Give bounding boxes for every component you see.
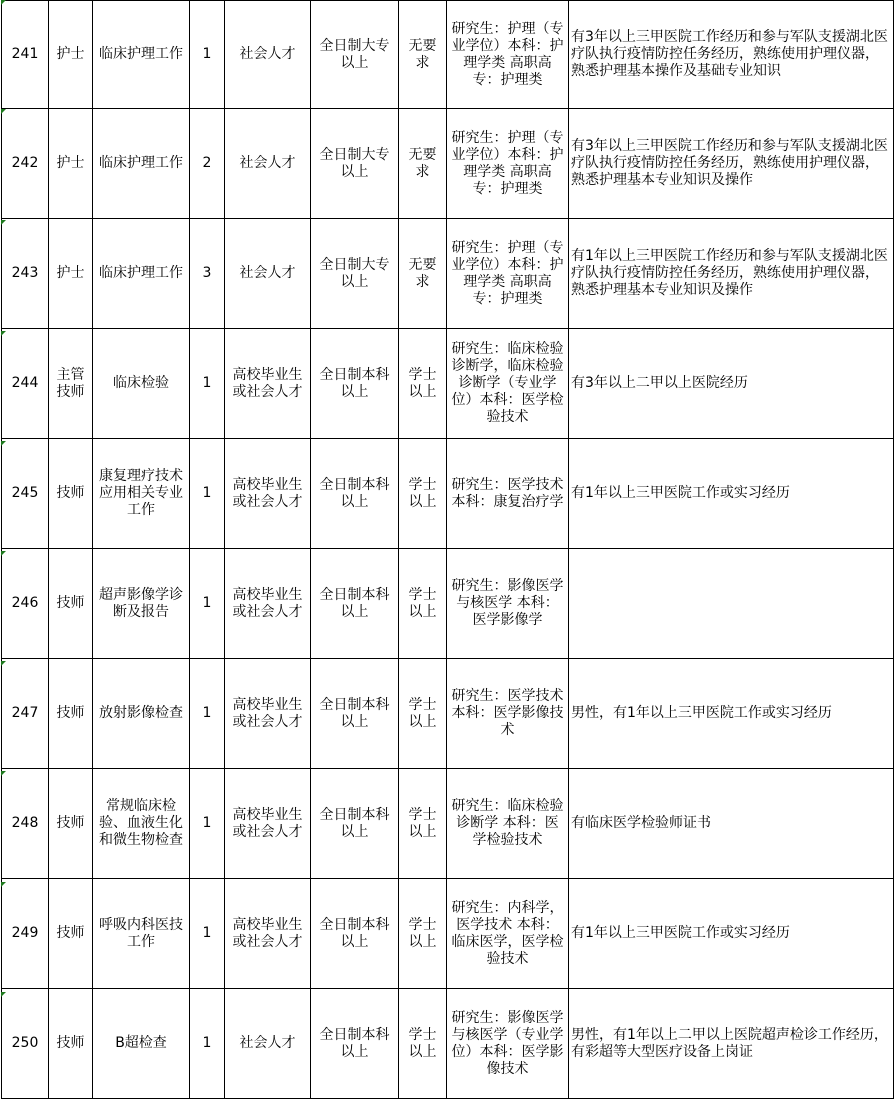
cell-major: 研究生：影像医学与核医学 本科：医学影像学 <box>447 549 569 659</box>
cell-count: 2 <box>190 109 225 219</box>
cell-count: 1 <box>190 329 225 439</box>
cell-degree: 学士以上 <box>399 769 447 879</box>
table-row <box>2 879 894 989</box>
cell-id: 245 <box>2 439 49 549</box>
cell-count: 1 <box>190 879 225 989</box>
row-marker <box>1 882 6 887</box>
cell-other: 男性，有1年以上二甲以上医院超声检诊工作经历，有彩超等大型医疗设备上岗证 <box>569 989 894 1099</box>
cell-source: 社会人才 <box>225 109 311 219</box>
cell-major: 研究生：影像医学与核医学（专业学位）本科：医学影像技术 <box>447 989 569 1099</box>
row-marker <box>1 992 6 997</box>
row-marker <box>1 0 6 5</box>
cell-post: 技师 <box>49 989 93 1099</box>
table-row <box>2 439 894 549</box>
cell-post: 技师 <box>49 769 93 879</box>
cell-position: 超声影像学诊断及报告 <box>93 549 190 659</box>
cell-education: 全日制本科以上 <box>311 989 399 1099</box>
cell-education: 全日制本科以上 <box>311 659 399 769</box>
cell-post: 技师 <box>49 659 93 769</box>
row-marker <box>1 771 6 776</box>
cell-post: 护士 <box>49 1 93 109</box>
cell-count: 3 <box>190 219 225 329</box>
row-marker <box>1 661 6 666</box>
cell-degree: 学士以上 <box>399 439 447 549</box>
cell-id: 250 <box>2 989 49 1099</box>
cell-position: 临床护理工作 <box>93 219 190 329</box>
cell-degree: 无要求 <box>399 219 447 329</box>
cell-major: 研究生：临床检验诊断学 本科：医学检验技术 <box>447 769 569 879</box>
cell-id: 244 <box>2 329 49 439</box>
cell-count: 1 <box>190 989 225 1099</box>
cell-education: 全日制本科以上 <box>311 769 399 879</box>
cell-other: 有1年以上三甲医院工作或实习经历 <box>569 879 894 989</box>
cell-other: 有1年以上三甲医院工作或实习经历 <box>569 439 894 549</box>
cell-other: 有1年以上三甲医院工作经历和参与军队支援湖北医疗队执行疫情防控任务经历，熟练使用护理仪器，熟悉护理基本专业知识及操作 <box>569 219 894 329</box>
cell-degree: 无要求 <box>399 1 447 109</box>
cell-source: 社会人才 <box>225 1 311 109</box>
table-row <box>2 1 894 109</box>
row-marker <box>1 331 6 336</box>
table-row <box>2 219 894 329</box>
cell-count: 1 <box>190 549 225 659</box>
row-marker <box>1 441 6 446</box>
cell-id: 246 <box>2 549 49 659</box>
cell-degree: 学士以上 <box>399 879 447 989</box>
cell-count: 1 <box>190 439 225 549</box>
cell-major: 研究生：医学技术 本科：医学影像技术 <box>447 659 569 769</box>
cell-source: 社会人才 <box>225 219 311 329</box>
cell-other: 有3年以上三甲医院工作经历和参与军队支援湖北医疗队执行疫情防控任务经历，熟练使用护理仪器，熟悉护理基本专业知识及操作 <box>569 109 894 219</box>
cell-degree: 学士以上 <box>399 989 447 1099</box>
cell-education: 全日制大专以上 <box>311 1 399 109</box>
cell-position: 呼吸内科医技工作 <box>93 879 190 989</box>
cell-id: 248 <box>2 769 49 879</box>
cell-other: 有3年以上三甲医院工作经历和参与军队支援湖北医疗队执行疫情防控任务经历，熟练使用护理仪器，熟悉护理基本操作及基础专业知识 <box>569 1 894 109</box>
cell-position: 临床检验 <box>93 329 190 439</box>
cell-post: 护士 <box>49 109 93 219</box>
cell-position: 康复理疗技术应用相关专业工作 <box>93 439 190 549</box>
cell-post: 护士 <box>49 219 93 329</box>
cell-id: 242 <box>2 109 49 219</box>
table-row <box>2 329 894 439</box>
cell-source: 高校毕业生或社会人才 <box>225 439 311 549</box>
cell-position: 放射影像检查 <box>93 659 190 769</box>
cell-id: 249 <box>2 879 49 989</box>
cell-education: 全日制本科以上 <box>311 879 399 989</box>
cell-other <box>569 549 894 659</box>
cell-source: 高校毕业生或社会人才 <box>225 549 311 659</box>
cell-degree: 学士以上 <box>399 549 447 659</box>
cell-major: 研究生：护理（专业学位）本科：护理学类 高职高专：护理类 <box>447 1 569 109</box>
cell-position: 常规临床检验、血液生化和微生物检查 <box>93 769 190 879</box>
cell-count: 1 <box>190 1 225 109</box>
cell-major: 研究生：护理（专业学位）本科：护理学类 高职高专：护理类 <box>447 219 569 329</box>
cell-id: 243 <box>2 219 49 329</box>
cell-major: 研究生：临床检验诊断学，临床检验诊断学（专业学位）本科：医学检验技术 <box>447 329 569 439</box>
recruitment-table <box>1 0 894 1099</box>
cell-degree: 学士以上 <box>399 329 447 439</box>
cell-degree: 无要求 <box>399 109 447 219</box>
cell-post: 技师 <box>49 549 93 659</box>
cell-other: 有临床医学检验师证书 <box>569 769 894 879</box>
row-marker <box>1 220 6 225</box>
cell-education: 全日制本科以上 <box>311 329 399 439</box>
cell-major: 研究生：护理（专业学位）本科：护理学类 高职高专：护理类 <box>447 109 569 219</box>
table-row <box>2 989 894 1099</box>
cell-position: 临床护理工作 <box>93 1 190 109</box>
cell-post: 技师 <box>49 439 93 549</box>
cell-education: 全日制大专以上 <box>311 109 399 219</box>
cell-id: 247 <box>2 659 49 769</box>
cell-count: 1 <box>190 659 225 769</box>
table-row <box>2 549 894 659</box>
cell-count: 1 <box>190 769 225 879</box>
cell-education: 全日制本科以上 <box>311 439 399 549</box>
table-body <box>2 1 894 1099</box>
cell-source: 社会人才 <box>225 989 311 1099</box>
table-row <box>2 109 894 219</box>
cell-post: 技师 <box>49 879 93 989</box>
cell-degree: 学士以上 <box>399 659 447 769</box>
row-marker <box>1 109 6 114</box>
cell-major: 研究生：医学技术 本科：康复治疗学 <box>447 439 569 549</box>
table-row <box>2 769 894 879</box>
cell-position: 临床护理工作 <box>93 109 190 219</box>
cell-post: 主管技师 <box>49 329 93 439</box>
cell-source: 高校毕业生或社会人才 <box>225 769 311 879</box>
cell-education: 全日制本科以上 <box>311 549 399 659</box>
table-row <box>2 659 894 769</box>
cell-position: B超检查 <box>93 989 190 1099</box>
cell-source: 高校毕业生或社会人才 <box>225 659 311 769</box>
cell-major: 研究生：内科学，医学技术 本科：临床医学，医学检验技术 <box>447 879 569 989</box>
cell-source: 高校毕业生或社会人才 <box>225 879 311 989</box>
cell-source: 高校毕业生或社会人才 <box>225 329 311 439</box>
cell-education: 全日制大专以上 <box>311 219 399 329</box>
row-marker <box>1 551 6 556</box>
cell-other: 有3年以上二甲以上医院经历 <box>569 329 894 439</box>
cell-other: 男性，有1年以上三甲医院工作或实习经历 <box>569 659 894 769</box>
cell-id: 241 <box>2 1 49 109</box>
